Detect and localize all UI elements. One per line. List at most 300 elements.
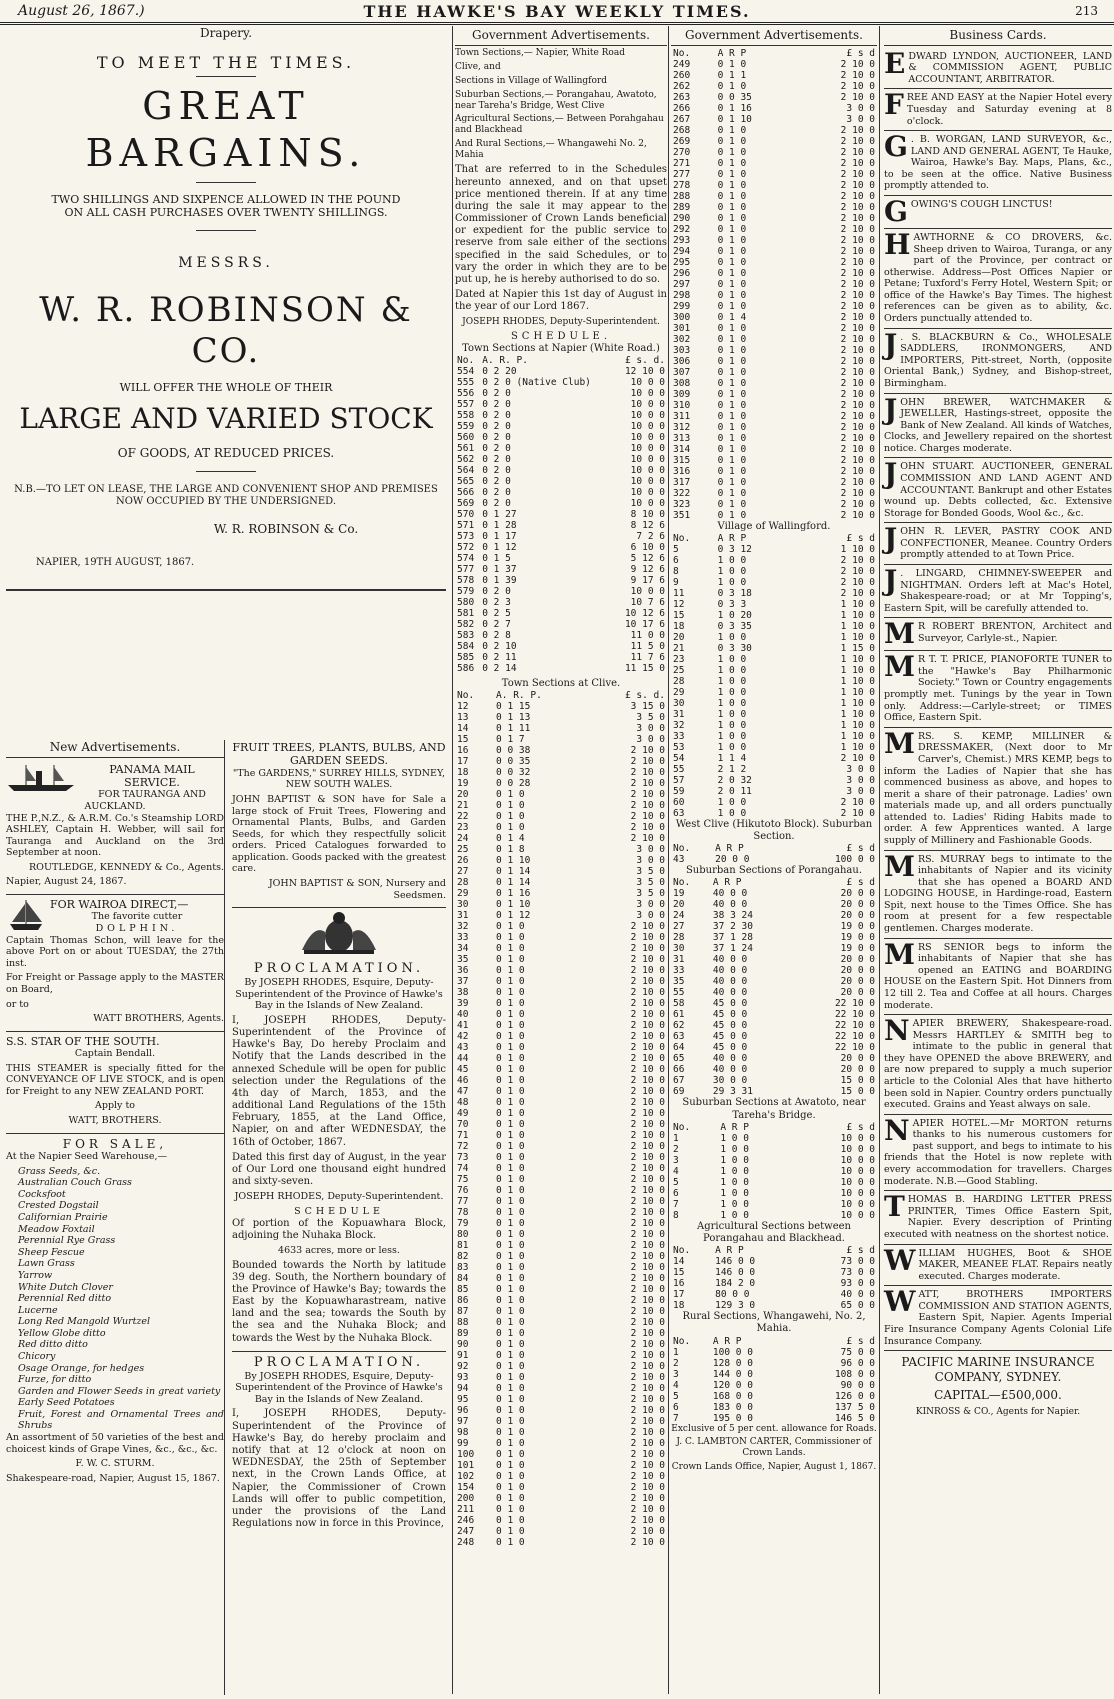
table-cell: 2 10 0 [840,465,875,477]
table-row [671,1009,877,1020]
table-cell: 3 [673,1368,679,1380]
proc1-signed: JOSEPH RHODES, Deputy-Superintendent. [234,1191,444,1203]
table-cell: 2 10 0 [840,69,875,81]
table-cell: 1 0 0 [717,730,747,742]
table-row [455,1097,667,1108]
cash-line: ON ALL CASH PURCHASES OVER TWENTY SHILLINGS. [64,206,388,220]
royal-crest-icon [294,910,384,956]
table-row [671,632,877,643]
table-cell: 0 1 0 [717,333,747,345]
table-cell: 2 10 0 [840,344,875,356]
drop-cap: G [884,194,908,228]
table-cell: 310 [673,399,691,411]
table-cell: 0 1 0 [496,1020,525,1032]
table-row [455,1053,667,1064]
for-sale-signed: F. W. C. STURM. [75,1458,155,1470]
table-cell: 22 10 0 [834,1020,875,1032]
table-cell: 10 0 0 [840,1165,875,1177]
drapery-signature: W. R. ROBINSON & Co. [213,522,359,537]
table-row [455,932,667,943]
table-cell: 2 10 0 [840,256,875,268]
table-cell: 80 [457,1229,469,1241]
table-cell: 248 [457,1537,475,1549]
table-row [671,731,877,742]
table-row [671,510,877,521]
table-cell: 24 [457,833,469,845]
table-cell: 1 0 0 [717,631,747,643]
table-row [671,1177,877,1188]
drop-cap: J [884,392,898,426]
table-cell: 2 10 0 [630,1185,665,1197]
table-cell: 10 0 0 [630,387,665,399]
table-row [671,1300,877,1311]
table-cell: 2 10 0 [630,1207,665,1219]
table-row [455,421,667,432]
table-row [455,899,667,910]
table-cell: 566 [457,486,475,498]
column-header: £ s d [846,1335,875,1347]
table-row [455,1471,667,1482]
table-row [671,433,877,444]
table-cell: 0 1 0 [717,498,747,510]
table-cell: 0 1 0 [717,168,747,180]
panama-route: FOR TAURANGA AND AUCKLAND. [84,789,206,813]
table-cell: 2 10 0 [840,223,875,235]
table-cell: 2 10 0 [630,1042,665,1054]
column-header: A R P [717,532,747,544]
table-cell: 3 0 0 [846,113,875,125]
table-row [455,745,667,756]
table-cell: 55 [673,987,685,999]
table-cell: 564 [457,464,475,476]
table-cell: 45 0 0 [712,1031,748,1043]
column-government-2 [668,26,877,1694]
table-cell: 0 2 0 [482,497,511,509]
table-cell: 0 1 0 [496,921,525,933]
wairoa-freight: For Freight or Passage apply to the MASTER on Board, [6,972,224,995]
table-cell: 2 10 0 [840,410,875,422]
table-cell: 585 [457,651,475,663]
capital-line: CAPITAL—£500,000. [934,1388,1062,1403]
for-sale-title: FOR SALE, [62,1136,168,1151]
table-cell: 101 [457,1460,475,1472]
table-row [671,555,877,566]
table-cell: 63 [673,1031,685,1043]
table-cell: 40 0 0 [712,987,748,999]
table-row [671,709,877,720]
drop-cap: N [884,1014,910,1048]
table-cell: 0 1 0 [496,1449,525,1461]
table-row [455,1438,667,1449]
column-header: £ s d [846,1121,875,1133]
table-cell: 0 1 0 [496,1075,525,1087]
govt1-dated: Dated at Napier this 1st day of August in the year of our Lord 1867. [455,289,667,313]
table-row [455,1273,667,1284]
business-heading: Business Cards. [884,26,1112,46]
table-cell: 1 0 0 [717,576,747,588]
table-cell: 21 [673,642,685,654]
table-row [671,976,877,987]
table-row [455,877,667,888]
table-cell: 6 [673,1187,679,1199]
table-row [671,610,877,621]
table-cell: 19 0 0 [840,932,875,944]
table-row [671,588,877,599]
table-cell: 3 15 0 [630,701,665,713]
fruit-title: FRUIT TREES, PLANTS, BULBS, AND GARDEN SEEDS. [232,741,446,768]
table-cell: 2 10 0 [630,1449,665,1461]
table-row [455,822,667,833]
table-row [671,1413,877,1424]
table-row [455,575,667,586]
table-cell: 88 [457,1317,469,1329]
table-row [671,202,877,213]
table-cell: 20 [673,631,685,643]
column-header: A R P [712,877,742,889]
card-text: AWTHORNE & CO DROVERS, &c. Sheep driven to Wairoa, Turanga, or any part of the Province, per contract or otherwise. Address—Post Offices Napier or Petane; Tuxford's Ferry Hotel, Western Spit; or office of the Hawke's Bay Times. The highest references can be given as to ability, &c. Orders punctually attended to. [884,231,1112,325]
firm-name: W. R. ROBINSON & CO. [39,289,413,372]
table-row [671,301,877,312]
table-row [671,422,877,433]
table-cell: 3 0 0 [846,102,875,114]
new-ads-left [6,738,224,1490]
table-cell: 0 1 0 [496,976,525,988]
drop-cap: E [884,46,906,80]
table-cell: 0 1 15 [496,701,531,713]
table-row [671,70,877,81]
table-cell: 557 [457,398,475,410]
table-cell: 2 10 0 [630,1240,665,1252]
table-row [455,1372,667,1383]
table-cell: 2 10 0 [630,1163,665,1175]
table-cell: 83 [457,1262,469,1274]
table-cell: 3 0 0 [846,785,875,797]
seed-item: Red ditto ditto [18,1339,88,1351]
fruit-body: JOHN BAPTIST & SON have for Sale a large stock of Fruit Trees, Flowering and Ornamental Plants, Bulbs, and Garden Seeds, for which they respectfully solicit orders. Priced Catalogues forwarded to application. Goods packed with the greatest care. [232,793,446,875]
table-cell: 2 10 0 [630,998,665,1010]
for-sale-ad [6,1134,224,1491]
table-cell: 307 [673,366,691,378]
proclamation-2 [232,1352,446,1536]
table-cell: 0 1 0 [496,822,525,834]
table-cell: 1 0 0 [717,675,747,687]
table-row [671,698,877,709]
table-row [671,764,877,775]
table-cell: 0 1 0 [496,1042,525,1054]
table-cell: 577 [457,563,475,575]
table-cell: 0 1 10 [496,855,531,867]
wairoa-body: Captain Thomas Schon, will leave for the above Port on or about TUESDAY, the 27th inst. [6,934,224,969]
table-cell: 323 [673,498,691,510]
table-cell: 4 [673,1165,679,1177]
table-row [671,742,877,753]
drapery-date: NAPIER, 19TH AUGUST, 1867. [36,556,195,568]
table-cell: 571 [457,519,475,531]
table-cell: 0 2 11 [482,651,517,663]
table-cell: 14 [457,723,469,735]
table-cell: 0 1 0 [717,267,747,279]
table-cell: 60 [673,796,685,808]
table-cell: 0 1 0 [496,932,525,944]
seed-item: Furze, for ditto [18,1374,92,1386]
table-row [671,1267,877,1278]
table-cell: 55 [673,763,685,775]
card-text: R T. T. PRICE, PIANOFORTE TUNER to the "Hawke's Bay Philharmonic Society." Town or Country engagements promptly met. Tunings by the year in Town only. Address:—Carlyle-street; or TIMES Office, Eastern Spit. [884,654,1112,724]
table-row [455,498,667,509]
column-business-cards [879,26,1112,1694]
table-cell: 45 0 0 [712,1009,748,1021]
table-row [455,1504,667,1515]
table-cell: 31 [457,910,469,922]
table-cell: 2 10 0 [630,1460,665,1472]
table-cell: 292 [673,223,691,235]
table-cell: 35 [457,954,469,966]
table-cell: 4 [673,1379,679,1391]
table-cell: 2 10 0 [630,1262,665,1274]
table-row [455,800,667,811]
table-cell: 0 2 0 [482,398,511,410]
table-cell: 94 [457,1383,469,1395]
table-cell: 2 10 0 [840,333,875,345]
table-row [455,399,667,410]
table-cell: 20 0 0 [840,987,875,999]
table-cell: 126 0 0 [834,1390,875,1402]
column-header: £ s. d. [624,690,665,702]
table-row [671,854,877,865]
wairoa-sub: The favorite cutter [91,911,183,923]
table-cell: 2 10 0 [630,1097,665,1109]
table-cell: 0 2 0 [482,453,511,465]
star-title: S.S. STAR OF THE SOUTH. [6,1034,160,1048]
card-text: RS SENIOR begs to inform the inhabitants of Napier that she has opened an EATING and BOARDING HOUSE on the Eastern Spit. Hot Dinners from 12 till 2. Tea and Coffee at all hours. Charges moderate. [884,941,1112,1011]
table-cell: 0 2 0 [482,486,511,498]
table-cell: 96 0 0 [840,1357,875,1369]
table-cell: 0 0 28 [496,778,531,790]
table-cell: 6 [673,554,679,566]
proc2-by: By JOSEPH RHODES, Esquire, Deputy-Superintendent of the Province of Hawke's Bay in the Islands of New Zealand. [235,1370,443,1405]
business-card [884,394,1112,459]
table-cell: 0 1 37 [482,563,517,575]
table-cell: 0 2 8 [482,629,511,641]
panama-title: PANAMA MAIL SERVICE. [109,762,195,790]
table-cell: 2 10 0 [840,179,875,191]
table-row [455,597,667,608]
table-cell: 97 [457,1416,469,1428]
table-cell: 58 [673,998,685,1010]
drapery-heading: Drapery. [199,26,253,40]
table-row [455,888,667,899]
table-cell: 561 [457,442,475,454]
new-ads-heading: New Advertisements. [6,738,224,758]
table-row [671,599,877,610]
table-cell: 3 5 0 [636,888,665,900]
seed-item: Cocksfoot [18,1188,66,1200]
table-cell: 2 10 0 [630,1130,665,1142]
table-cell: 2 10 0 [840,399,875,411]
table-cell: 2 10 0 [840,190,875,202]
table-cell: 81 [457,1240,469,1252]
table-cell: 0 1 0 [717,58,747,70]
star-captain: Captain Bendall. [74,1048,156,1060]
table-cell: 1 0 0 [717,697,747,709]
table-cell: 3 5 0 [636,712,665,724]
table-cell: 2 10 0 [630,1218,665,1230]
card-text: ATT, BROTHERS IMPORTERS COMMISSION AND STATION AGENTS, Eastern Spit, Napier. Agents Imperial Fire Insurance Company Agents Colonial Life Insurance Company. [884,1289,1112,1347]
card-text: ILLIAM HUGHES, Boot & SHOE MAKER, MEANEE FLAT. Repairs neatly executed. Charges moderate. [918,1247,1112,1282]
seed-item: Sheep Fescue [18,1246,85,1258]
table-cell: 0 1 0 [717,157,747,169]
table-cell: 0 1 0 [496,1207,525,1219]
napier-sections-title: Town Sections at Napier (White Road.) [462,342,660,354]
table-cell: 3 0 0 [846,774,875,786]
table-cell: 2 10 0 [840,135,875,147]
table-cell: 293 [673,234,691,246]
table-cell: 0 1 0 [496,1526,525,1538]
table-row [455,641,667,652]
table-cell: 2 10 0 [630,800,665,812]
table-cell: 270 [673,146,691,158]
table-cell: 2 10 0 [840,355,875,367]
table-cell: 10 0 0 [630,442,665,454]
table-cell: 2 10 0 [630,954,665,966]
table-cell: 7 2 6 [636,530,665,542]
table-cell: 91 [457,1350,469,1362]
table-row [455,366,667,377]
proc1-acres: 4633 acres, more or less. [278,1244,400,1256]
seed-item: Crested Dogstail [18,1200,99,1212]
table-row [671,290,877,301]
table-cell: 0 3 18 [717,587,752,599]
table-cell: 2 10 0 [630,1405,665,1417]
column-header: A R P [715,1245,744,1257]
table-row [455,811,667,822]
drop-cap: W [884,1285,916,1319]
column-header: A R P [717,47,747,59]
column-header: No. [457,690,475,702]
table-cell: 10 0 0 [630,409,665,421]
table-cell: 15 [673,609,685,621]
table-cell: 36 [457,965,469,977]
section-list-item: Suburban Sections,— Porangahau, Awatoto, near Tareha's Bridge, West Clive [455,89,657,111]
table-cell: 2 10 0 [840,289,875,301]
table-row [455,943,667,954]
column-header: A R P [712,1335,742,1347]
table-cell: 2 10 0 [840,565,875,577]
table-cell: 10 0 0 [840,1176,875,1188]
table-row [455,1262,667,1273]
table-row [455,619,667,630]
table-cell: 129 3 0 [715,1300,756,1312]
table-cell: 3 [673,1154,679,1166]
business-card [884,196,1112,229]
table-cell: 63 [673,807,685,819]
table-cell: 317 [673,476,691,488]
table-row [671,1144,877,1155]
table-cell: 1 0 0 [717,686,747,698]
table-cell: 351 [673,509,691,521]
table-cell: 2 10 0 [840,267,875,279]
divider [196,76,256,77]
table-cell: 85 [457,1284,469,1296]
table-cell: 2 10 0 [630,1152,665,1164]
table-cell: 0 1 8 [496,844,525,856]
table-cell: 2 10 0 [840,124,875,136]
table-row [671,676,877,687]
table-cell: 82 [457,1251,469,1263]
table-cell: 0 1 0 [496,1009,525,1021]
table-cell: 309 [673,388,691,400]
table-row [671,158,877,169]
table-cell: 2 10 0 [630,1339,665,1351]
business-cards-list [884,48,1112,1352]
column-header: £ s d [846,843,875,855]
table-cell: 10 0 0 [840,1198,875,1210]
business-card [884,1191,1112,1244]
agricultural-title: Agricultural Sections between Porangahau and Blackhead. [697,1220,851,1244]
table-cell: 69 [673,1086,685,1098]
table-cell: 2 10 0 [840,498,875,510]
table-cell: 574 [457,552,475,564]
table-cell: 1 10 0 [840,598,875,610]
table-cell: 146 0 0 [715,1267,756,1279]
seed-item: Californian Prairie [18,1212,108,1224]
table-cell: 40 0 0 [712,965,748,977]
table-cell: 2 10 0 [630,1526,665,1538]
table-row [455,1284,667,1295]
table-row [455,976,667,987]
table-cell: 2 10 0 [840,443,875,455]
table-cell: 3 5 0 [636,866,665,878]
business-card [884,48,1112,90]
table-cell: 0 1 7 [496,734,525,746]
table-cell: 290 [673,212,691,224]
table-cell: 2 10 0 [630,767,665,779]
table-cell: 0 1 0 [717,399,747,411]
seed-item: Garden and Flower Seeds in great variety [18,1385,221,1397]
proclamation-1 [232,958,446,1352]
table-cell: 0 2 0 [482,409,511,421]
business-card [884,565,1112,618]
business-card [884,329,1112,394]
table-cell: 0 2 0 [482,387,511,399]
table-row [455,1317,667,1328]
table-row [455,1493,667,1504]
table-cell: 322 [673,487,691,499]
table-cell: 558 [457,409,475,421]
table-cell: 12 [673,598,685,610]
column-header: £ s d [846,877,875,889]
table-row [455,1350,667,1361]
table-cell: 578 [457,574,475,586]
table-cell: 128 0 0 [712,1357,753,1369]
table-cell: 2 10 0 [630,789,665,801]
table-row [455,1306,667,1317]
table-cell: 2 10 0 [630,1086,665,1098]
table-cell: 560 [457,431,475,443]
table-cell: 0 3 3 [717,598,747,610]
table-cell: 22 [457,811,469,823]
table-cell: 1 0 20 [717,609,752,621]
table-row [671,59,877,70]
table-cell: 41 [457,1020,469,1032]
table-cell: 1 0 0 [717,796,747,808]
table-cell: 2 10 0 [630,1471,665,1483]
table-cell: 1 0 0 [720,1165,749,1177]
seed-item: Yarrow [18,1269,53,1281]
table-cell: 1 0 0 [717,708,747,720]
table-cell: 260 [673,69,691,81]
table-cell: 1 [673,1346,679,1358]
